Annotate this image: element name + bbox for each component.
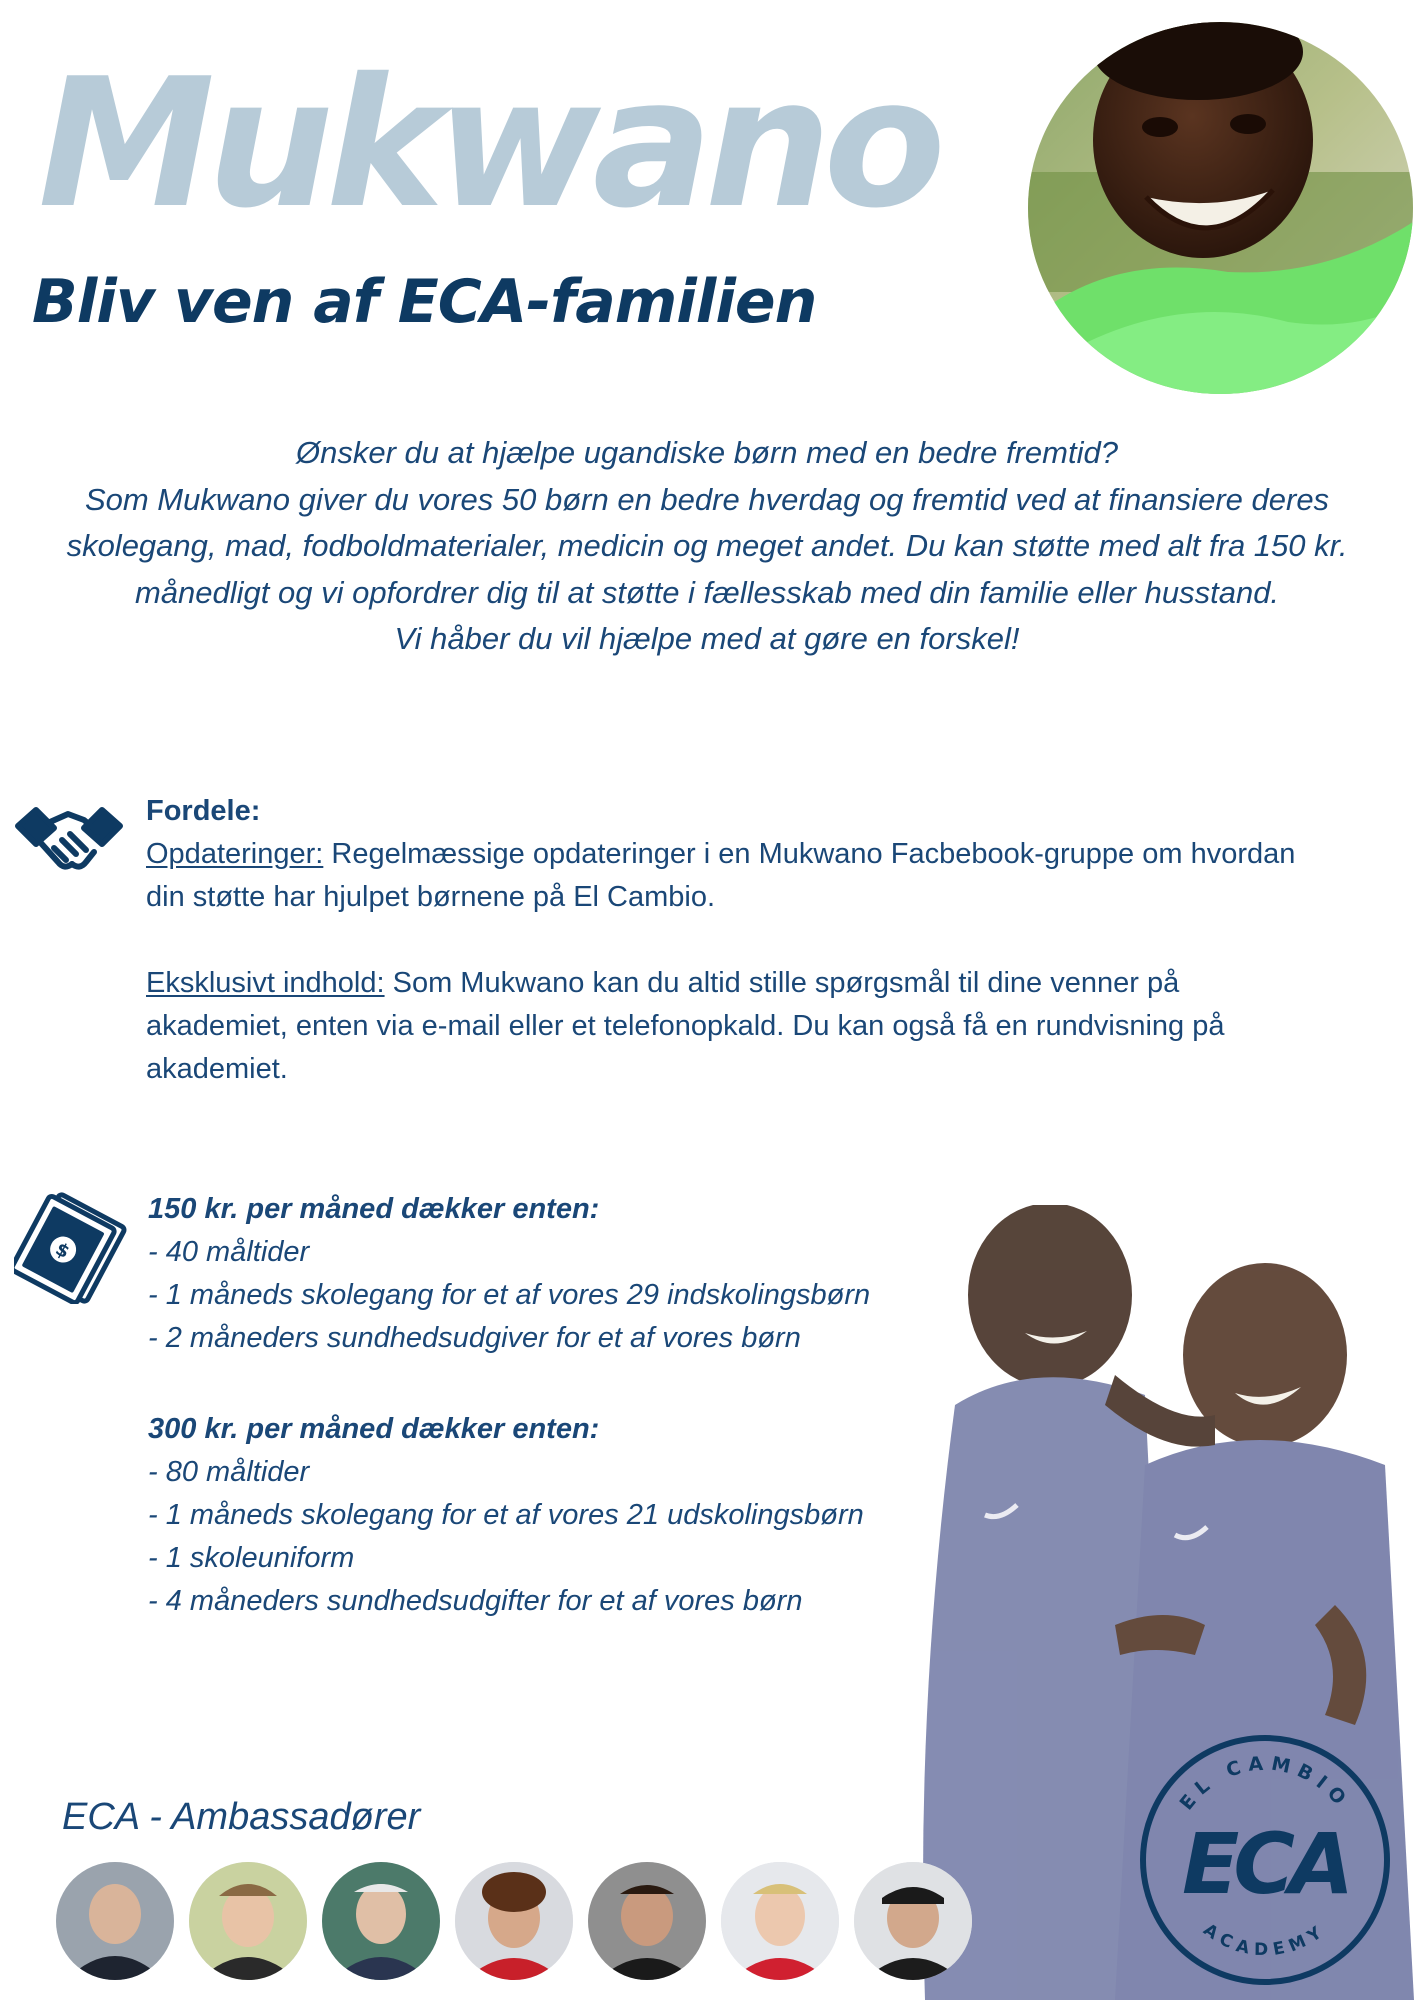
- logo-main-text: ECA: [1181, 1815, 1349, 1913]
- tier-heading: 150 kr. per måned dækker enten:: [148, 1193, 600, 1225]
- tier-item: - 2 måneders sundhedsudgiver for et af vores børn: [148, 1322, 801, 1354]
- svg-text:$: $: [51, 1238, 73, 1264]
- logo-top-text: EL CAMBIO: [1175, 1752, 1355, 1815]
- svg-text:EL CAMBIO: [1176, 1753, 1355, 1815]
- tier-item: - 4 måneders sundhedsudgifter for et af vores børn: [148, 1585, 803, 1617]
- benefit-text: Som Mukwano kan du altid stille spørgsmål til dine venner på akademiet, enten via e-mail eller et telefonopkald. Du kan også få en rundvisning på akademiet.: [146, 967, 1225, 1085]
- tier-item: - 1 måneds skolegang for et af vores 29 indskolingsbørn: [148, 1279, 871, 1311]
- logo-bottom-text: ACADEMY: [1199, 1919, 1331, 1961]
- intro-body: Som Mukwano giver du vores 50 børn en bedre hverdag og fremtid ved at finansiere deres skolegang, mad, fodboldmaterialer, medicin og meget andet. Du kan støtte med alt fra 150 kr. månedligt og vi opfordrer dig til at støtte i fællesskab med din familie eller husstand.: [66, 481, 1348, 610]
- ambassador-avatar: [721, 1862, 839, 1980]
- page-title: Mukwano: [38, 40, 938, 247]
- intro-closing: Vi håber du vil hjælpe med at gøre en forskel!: [394, 621, 1020, 656]
- tier-heading: 300 kr. per måned dækker enten:: [148, 1413, 600, 1445]
- benefit-label: Eksklusivt indhold:: [146, 967, 385, 999]
- ambassadors-row: [56, 1862, 956, 1982]
- ambassador-avatar: [588, 1862, 706, 1980]
- benefit-updates: [146, 833, 1326, 919]
- eca-logo: [1130, 1725, 1400, 1995]
- ambassador-avatar: [56, 1862, 174, 1980]
- hero-photo: [1028, 22, 1413, 394]
- tier-item: - 1 måneds skolegang for et af vores 21 udskolingsbørn: [148, 1499, 864, 1531]
- benefit-exclusive: [146, 962, 1326, 1091]
- benefit-label: Opdateringer:: [146, 838, 324, 870]
- svg-text:ACADEMY: [1199, 1920, 1330, 1960]
- handshake-icon: [14, 792, 124, 888]
- intro-question: Ønsker du at hjælpe ugandiske børn med en bedre fremtid?: [296, 435, 1118, 470]
- page-subtitle: Bliv ven af ECA-familien: [32, 267, 817, 337]
- tier-item: - 80 måltider: [148, 1456, 310, 1488]
- ambassador-avatar: [854, 1862, 972, 1980]
- benefit-text: Regelmæssige opdateringer i en Mukwano Facbebook-gruppe om hvordan din støtte har hjulpet børnene på El Cambio.: [146, 838, 1296, 913]
- ambassador-avatar: [455, 1862, 573, 1980]
- benefits-section: [146, 790, 1326, 1091]
- benefits-heading: Fordele:: [146, 795, 261, 827]
- intro-text: [30, 430, 1384, 663]
- ambassador-avatar: [189, 1862, 307, 1980]
- tier-item: - 1 skoleuniform: [148, 1542, 355, 1574]
- ambassadors-title: ECA - Ambassadører: [62, 1796, 421, 1838]
- ambassador-avatar: [322, 1862, 440, 1980]
- support-tiers: [148, 1188, 908, 1623]
- money-icon: [14, 1192, 132, 1304]
- tier-item: - 40 måltider: [148, 1236, 310, 1268]
